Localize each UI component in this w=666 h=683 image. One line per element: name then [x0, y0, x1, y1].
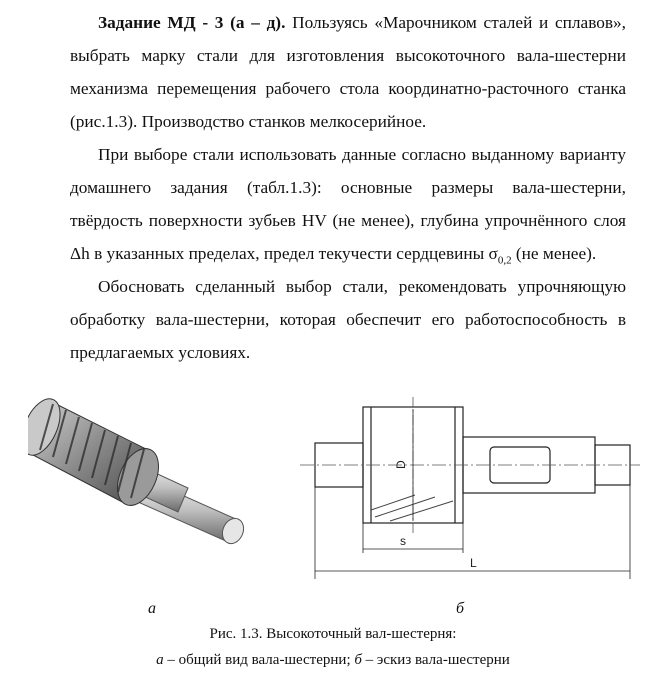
caption-text-a: – общий вид вала-шестерни; [163, 652, 355, 668]
task-body: Пользуясь «Марочником сталей и сплавов», выбрать марку стали для изготовления высокоточного вала-шестерни механизма перемещения рабочего стола координатно-расточного станка (рис.1.3). Производство станков мелкосерийное. [70, 13, 626, 131]
figure-caption-title: Рис. 1.3. Высокоточный вал-шестерня: [209, 626, 457, 642]
data-body: При выборе стали использовать данные согласно выданному варианту домашнего задания (табл.1.3): основные размеры вала-шестерни, твёрдость поверхности зубьев HV (не менее), глубина упрочнённого слоя Δh в указанных пределах, предел текучести сердцевины σ [70, 145, 626, 263]
task-text [70, 6, 626, 369]
gear-shaft-sketch [285, 385, 645, 585]
dim-s-label: s [400, 534, 406, 548]
gear-shaft-3d-view [28, 370, 258, 555]
caption-letter-a: а [156, 652, 164, 668]
paragraph-justify: Обосновать сделанный выбор стали, рекомендовать упрочняющую обработку вала-шестерни, которая обеспечит его работоспособность в предлагаемых условиях. [70, 277, 626, 362]
task-title: Задание МД - 3 (а – д). [98, 13, 286, 32]
helical-gear [28, 393, 167, 512]
sigma-subscript: 0,2 [497, 254, 512, 267]
paragraph-task [70, 6, 626, 138]
dim-L-label: L [470, 556, 477, 570]
paragraph-data [70, 138, 626, 270]
dim-D-label: D [394, 460, 408, 469]
figure-caption-legend [0, 652, 666, 669]
data-body-end: (не менее). [511, 244, 597, 263]
caption-text-b: – эскиз вала-шестерни [361, 652, 510, 668]
figure-label-b: б [456, 600, 465, 617]
caption-letter-b: б [354, 652, 362, 668]
figure-label-a: а [148, 600, 156, 617]
